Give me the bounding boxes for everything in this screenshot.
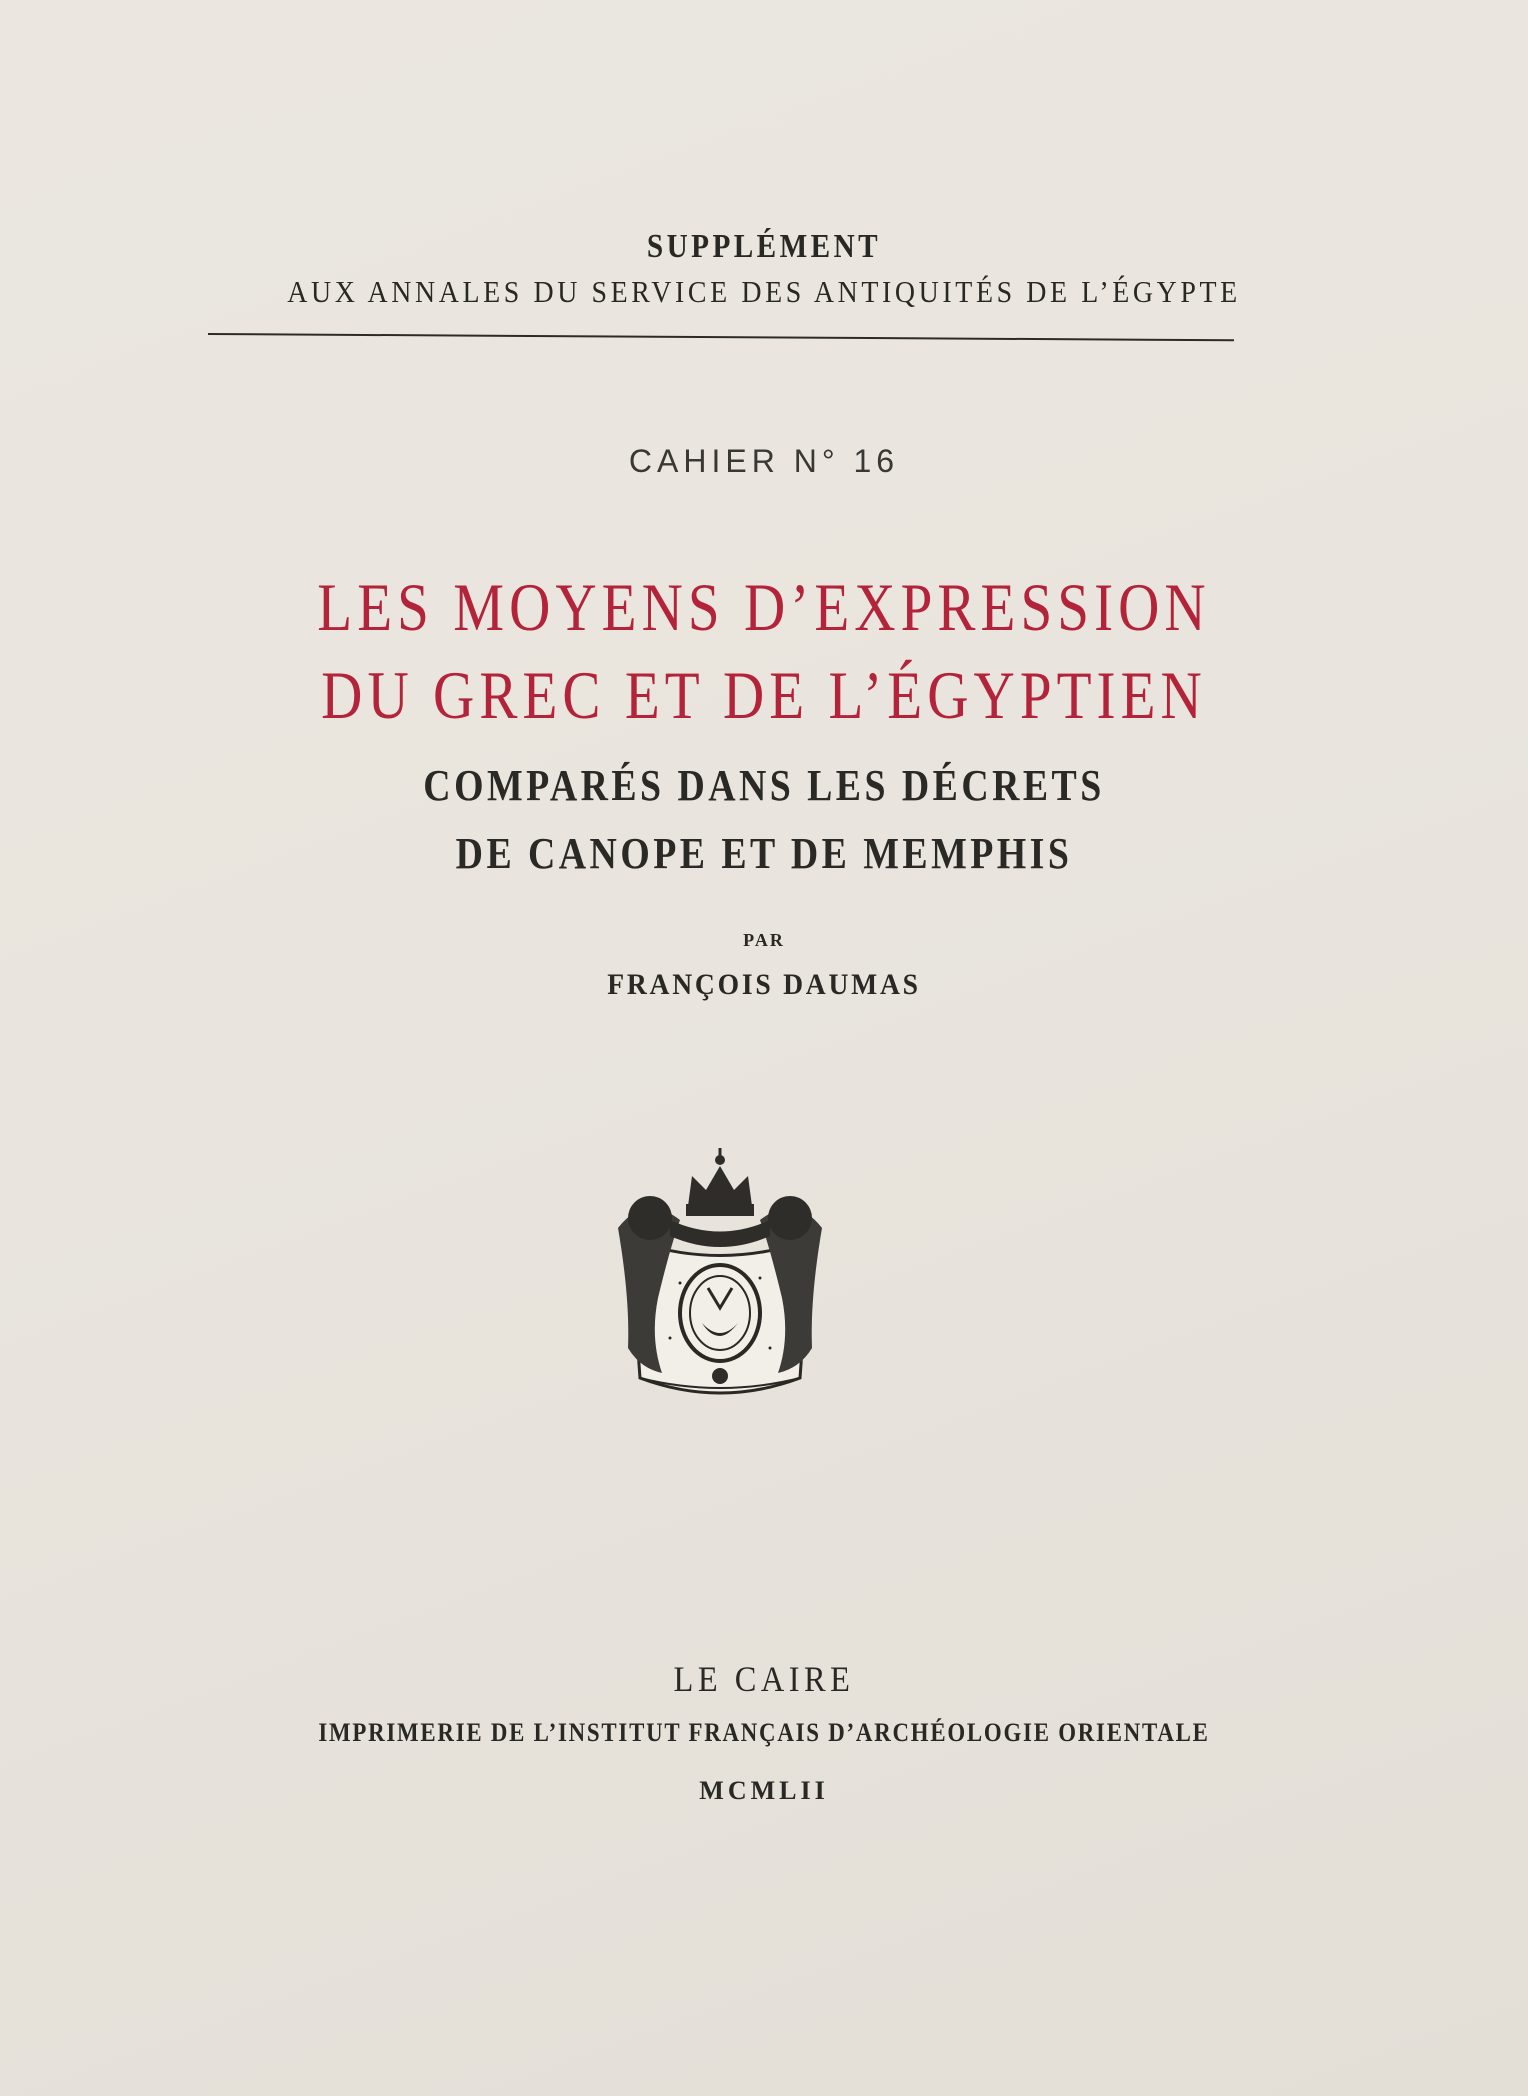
royal-coat-of-arms-icon: [610, 1148, 830, 1398]
author-name: FRANÇOIS DAUMAS: [607, 968, 921, 1001]
imprint-printer: IMPRIMERIE DE L’INSTITUT FRANÇAIS D’ARCHÉOLOGIE ORIENTALE: [318, 1718, 1210, 1747]
imprint-year: MCMLII: [699, 1776, 829, 1805]
header-rule: [208, 333, 1234, 341]
subtitle-line-2: DE CANOPE ET DE MEMPHIS: [455, 829, 1073, 878]
subtitle-line-1: COMPARÉS DANS LES DÉCRETS: [423, 761, 1105, 810]
imprint-city: LE CAIRE: [673, 1659, 855, 1699]
series-title: SUPPLÉMENT: [646, 228, 882, 265]
series-subtitle: AUX ANNALES DU SERVICE DES ANTIQUITÉS DE L’ÉGYPTE: [287, 274, 1241, 309]
cahier-number: CAHIER N° 16: [628, 443, 900, 479]
par-label: PAR: [743, 930, 785, 950]
main-title-line-2: DU GREC ET DE L’ÉGYPTIEN: [321, 657, 1207, 733]
main-title-line-1: LES MOYENS D’EXPRESSION: [317, 569, 1211, 645]
